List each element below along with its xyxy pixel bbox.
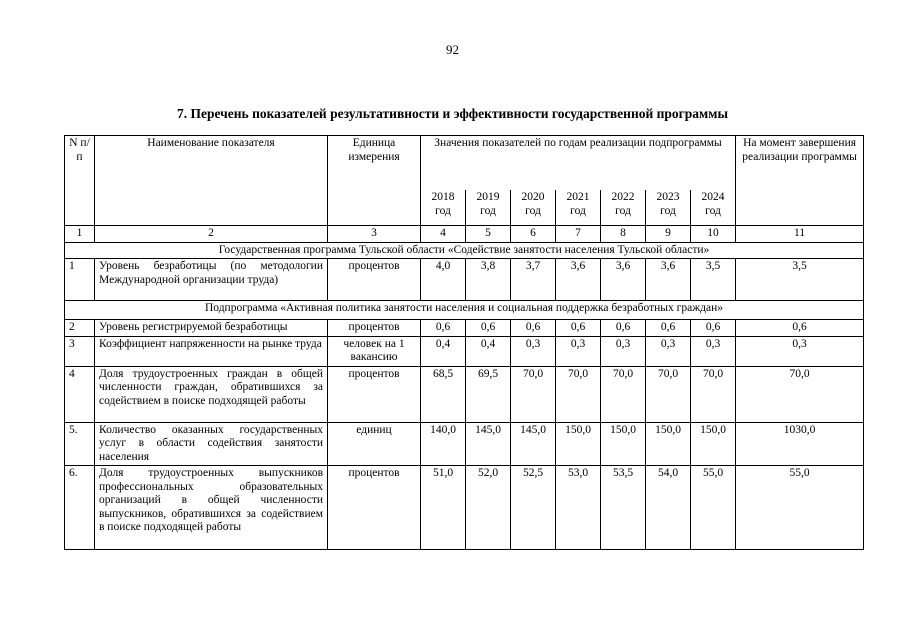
value-cell: 70,0 [556, 366, 601, 422]
value-cell: 145,0 [511, 422, 556, 466]
value-cell: 0,6 [421, 320, 466, 337]
value-cell: 3,6 [556, 259, 601, 301]
indicator-name: Уровень безработицы (по методологии Международной организации труда) [95, 259, 328, 301]
value-cell: 150,0 [601, 422, 646, 466]
value-cell: 52,0 [466, 466, 511, 550]
program-rows [65, 259, 864, 301]
indicators-table [64, 135, 864, 550]
subprogram-rows [65, 320, 864, 550]
column-numbers-row [65, 226, 864, 243]
header-final: На момент завершения реализации программы [736, 136, 864, 226]
unit: процентов [328, 320, 421, 337]
column-number: 1 [65, 226, 95, 243]
unit: человек на 1 вакансию [328, 336, 421, 366]
value-cell: 0,3 [601, 336, 646, 366]
header-year: 2018 год [421, 190, 466, 226]
final-value: 0,3 [736, 336, 864, 366]
subprogram-heading: Подпрограмма «Активная политика занятости населения и социальная поддержка безработных граждан» [65, 301, 864, 320]
column-number: 10 [691, 226, 736, 243]
value-cell: 68,5 [421, 366, 466, 422]
final-value: 1030,0 [736, 422, 864, 466]
table-row [65, 422, 864, 466]
value-cell: 51,0 [421, 466, 466, 550]
value-cell: 0,3 [646, 336, 691, 366]
indicator-name: Доля трудоустроенных граждан в общей численности граждан, обратившихся за содействием в поиске подходящей работы [95, 366, 328, 422]
indicator-name: Коэффициент напряженности на рынке труда [95, 336, 328, 366]
column-number: 9 [646, 226, 691, 243]
final-value: 0,6 [736, 320, 864, 337]
column-number: 2 [95, 226, 328, 243]
unit: процентов [328, 366, 421, 422]
header-year: 2019 год [466, 190, 511, 226]
value-cell: 69,5 [466, 366, 511, 422]
column-number: 5 [466, 226, 511, 243]
value-cell: 0,4 [466, 336, 511, 366]
table-header [65, 136, 864, 259]
unit: процентов [328, 466, 421, 550]
value-cell: 53,5 [601, 466, 646, 550]
table-row [65, 320, 864, 337]
value-cell: 3,8 [466, 259, 511, 301]
header-unit: Единица измерения [328, 136, 421, 226]
page-title: 7. Перечень показателей результативности и эффективности государственной программы [177, 106, 728, 121]
value-cell: 145,0 [466, 422, 511, 466]
final-value: 3,5 [736, 259, 864, 301]
value-cell: 4,0 [421, 259, 466, 301]
value-cell: 3,5 [691, 259, 736, 301]
value-cell: 0,6 [466, 320, 511, 337]
page-number: 92 [446, 42, 459, 57]
value-cell: 0,6 [556, 320, 601, 337]
table-row [65, 366, 864, 422]
unit: процентов [328, 259, 421, 301]
value-cell: 3,7 [511, 259, 556, 301]
column-number: 4 [421, 226, 466, 243]
row-number: 3 [65, 336, 95, 366]
value-cell: 150,0 [556, 422, 601, 466]
column-number: 3 [328, 226, 421, 243]
row-number: 1 [65, 259, 95, 301]
value-cell: 150,0 [691, 422, 736, 466]
unit: единиц [328, 422, 421, 466]
column-number: 7 [556, 226, 601, 243]
row-number: 2 [65, 320, 95, 337]
value-cell: 0,3 [511, 336, 556, 366]
header-year: 2023 год [646, 190, 691, 226]
column-number: 6 [511, 226, 556, 243]
value-cell: 55,0 [691, 466, 736, 550]
value-cell: 0,3 [556, 336, 601, 366]
header-year: 2021 год [556, 190, 601, 226]
program-heading: Государственная программа Тульской области «Содействие занятости населения Тульской области» [65, 242, 864, 259]
row-number: 4 [65, 366, 95, 422]
table-row [65, 336, 864, 366]
header-year: 2020 год [511, 190, 556, 226]
column-number: 11 [736, 226, 864, 243]
value-cell: 0,6 [646, 320, 691, 337]
value-cell: 0,6 [691, 320, 736, 337]
final-value: 55,0 [736, 466, 864, 550]
header-year: 2022 год [601, 190, 646, 226]
value-cell: 3,6 [646, 259, 691, 301]
row-number: 5. [65, 422, 95, 466]
indicator-name: Доля трудоустроенных выпускников профессиональных образовательных организаций в общей численности выпускников, обратившихся за содействием в поиске подходящей работы [95, 466, 328, 550]
value-cell: 70,0 [646, 366, 691, 422]
value-cell: 0,6 [601, 320, 646, 337]
value-cell: 0,4 [421, 336, 466, 366]
indicator-name: Уровень регистрируемой безработицы [95, 320, 328, 337]
value-cell: 0,6 [511, 320, 556, 337]
value-cell: 54,0 [646, 466, 691, 550]
value-cell: 53,0 [556, 466, 601, 550]
value-cell: 140,0 [421, 422, 466, 466]
value-cell: 70,0 [691, 366, 736, 422]
header-num: N п/п [65, 136, 95, 226]
table-row [65, 466, 864, 550]
value-cell: 3,6 [601, 259, 646, 301]
header-values: Значения показателей по годам реализации подпрограммы [421, 136, 736, 191]
final-value: 70,0 [736, 366, 864, 422]
indicator-name: Количество оказанных государственных услуг в области содействия занятости населения [95, 422, 328, 466]
row-number: 6. [65, 466, 95, 550]
value-cell: 0,3 [691, 336, 736, 366]
value-cell: 70,0 [511, 366, 556, 422]
table-row [65, 259, 864, 301]
value-cell: 52,5 [511, 466, 556, 550]
column-number: 8 [601, 226, 646, 243]
header-name: Наименование показателя [95, 136, 328, 226]
value-cell: 150,0 [646, 422, 691, 466]
header-year: 2024 год [691, 190, 736, 226]
value-cell: 70,0 [601, 366, 646, 422]
